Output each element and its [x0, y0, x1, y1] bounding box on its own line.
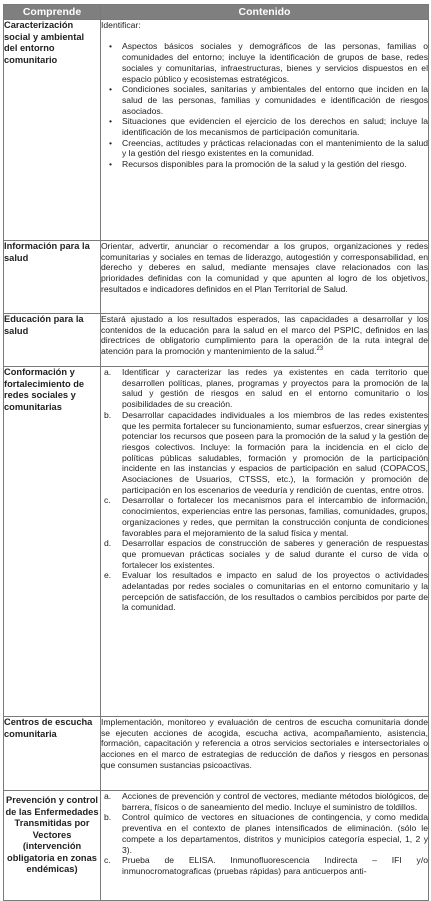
- table-row: [4, 314, 429, 367]
- item-marker: d.: [104, 538, 112, 549]
- item-marker: c.: [104, 495, 111, 506]
- table-row: [4, 241, 429, 314]
- lettered-list: [101, 367, 428, 613]
- row-label: Prevención y control de las Enfermedades Transmitidas por Vectores (intervención obligatoria en zonas endémicas): [4, 791, 101, 901]
- list-item: • Situaciones que evidencien el ejercicio de los derechos en salud; incluye la identificación de los mecanismos de participación comunitaria.: [122, 116, 428, 137]
- content-table: [3, 4, 429, 901]
- list-item: • Aspectos básicos sociales y demográficos de las personas, familias o comunidades del entorno; incluye la identificación de grupos de base, redes sociales y comunitarias, infraestructuras, bienes y servicios dispuestos en el espacio público y ecosistemas estratégicos.: [122, 41, 428, 84]
- row-text: Estará ajustado a los resultados esperados, las capacidades a desarrollar y los contenidos de la educación para la salud en el marco del PSPIC, definidos en las directrices de obligatorio cumplimiento para la operación de la ruta integral de atención para la promoción y mantenimiento de la salud.: [101, 314, 428, 357]
- table-row: [4, 20, 429, 241]
- row-content: [101, 791, 429, 901]
- item-marker: c.: [104, 855, 111, 866]
- list-item: [104, 538, 428, 570]
- list-item: • Condiciones sociales, sanitarias y ambientales del entorno que inciden en la salud de las personas, familias y comunidades e identificación de riesgos asociados.: [122, 84, 428, 116]
- list-item: [104, 409, 428, 496]
- item-marker: e.: [104, 570, 112, 581]
- item-marker: b.: [104, 812, 112, 823]
- item-text: Acciones de prevención y control de vectores, mediante métodos biológicos, de barrera, físicos o de saneamiento del medio. Incluye el suministro de toldillos.: [122, 791, 428, 812]
- row-content: Implementación, monitoreo y evaluación de centros de escucha comunitaria donde se ejecuten acciones de acogida, escucha activa, acompañamiento, asistencia, formación, capacitación y referencia a otros servicios sectoriales e intersectoriales o acciones en el marco de estrategias de reducción de daños y riesgos en personas que consumen sustancias psicoactivas.: [101, 717, 429, 791]
- list-item: [104, 367, 428, 410]
- row-label: Caracterización social y ambiental del entorno comunitario: [4, 20, 101, 241]
- header-comprende: Comprende: [4, 5, 101, 20]
- table-row: [4, 791, 429, 901]
- row-label: Conformación y fortalecimiento de redes sociales y comunitarias: [4, 367, 101, 717]
- list-item: • Creencias, actitudes y prácticas relacionadas con el mantenimiento de la salud y la gestión del riesgo existentes en la comunidad.: [122, 138, 428, 159]
- item-marker: b.: [104, 409, 112, 420]
- item-text: Desarrollar o fortalecer los mecanismos para el intercambio de información, conocimientos, experiencias entre las personas, familias, comunidades, grupos, organizaciones y redes, que permitan la construcción conjunta de condiciones favorables para el mejoramiento de la salud física y mental.: [122, 495, 428, 538]
- list-item: [104, 570, 428, 613]
- item-marker: a.: [104, 367, 112, 377]
- list-item: [104, 812, 428, 855]
- bullet-list: [101, 41, 428, 169]
- list-item: [104, 855, 428, 876]
- list-item: [104, 495, 428, 538]
- footnote-marker: 23: [316, 346, 324, 353]
- row-label: Información para la salud: [4, 241, 101, 314]
- list-item: • Recursos disponibles para la promoción de la salud y la gestión del riesgo.: [122, 159, 428, 170]
- table-header-row: [4, 5, 429, 20]
- list-item: [104, 791, 428, 812]
- item-marker: a.: [104, 791, 112, 801]
- table-row: [4, 717, 429, 791]
- item-text: Prueba de ELISA. Inmunofluorescencia Indirecta – IFI y/o inmunocromatograficas (pruebas rápidas) para anticuerpos anti-: [122, 855, 428, 876]
- intro-text: Identificar:: [101, 20, 141, 30]
- row-content: Orientar, advertir, anunciar o recomendar a los grupos, organizaciones y redes comunitarias y sociales en temas de liderazgo, autogestión y corresponsabilidad, en derecho y deberes en salud, mediante mensajes clave relacionados con las prioridades definidas con la comunidad y que apunten al logro de los objetivos, resultados e indicadores definidos en el Plan Territorial de Salud.: [101, 241, 429, 314]
- item-text: Desarrollar espacios de construcción de saberes y generación de respuestas que promuevan prácticas sociales y de salud durante el curso de vida o fortalecer los existentes.: [122, 538, 428, 570]
- row-content: [101, 367, 429, 717]
- item-text: Identificar y caracterizar las redes ya existentes en cada territorio que desarrollen políticas, planes, programas y proyectos para la promoción de la salud y gestión de riesgos en salud en el entorno comunitario o los posibilidades de su creación.: [122, 367, 428, 410]
- row-label: Educación para la salud: [4, 314, 101, 367]
- row-content: [101, 314, 429, 367]
- item-text: Control químico de vectores en situaciones de contingencia, y como medida preventiva en el contexto de planes intensificados de eliminación. (sólo le compete a los departamentos, distritos y municipios categoría especial, 1, 2 y 3).: [122, 812, 428, 855]
- row-label: Centros de escucha comunitaria: [4, 717, 101, 791]
- row-content: [101, 20, 429, 241]
- header-contenido: Contenido: [101, 5, 429, 20]
- item-text: Evaluar los resultados e impacto en salud de los proyectos o actividades adelantadas por redes sociales o comunitarias en el entorno comunitario y la percepción de satisfacción, de los resultados o cambios percibidos por parte de la comunidad.: [122, 570, 428, 613]
- lettered-list: [101, 791, 428, 877]
- item-text: Desarrollar capacidades individuales a los miembros de las redes existentes que les permita fortalecer su funcionamiento, sumar esfuerzos, crear sinergias y potenciar los recursos que poseen para la promoción de la salud y la gestión de riesgos colectivos. Incluye: la formación para la incidencia en el ciclo de políticas públicas saludables, formación y promoción de la participación incidente en las instancias y espacios de participación en salud (COPACOS, Asociaciones de Usuarios, CTSSS, etc.), la formación y promoción de participación en los escenarios de veeduría y rendición de cuentas, entre otros.: [122, 409, 428, 495]
- table-row: [4, 367, 429, 717]
